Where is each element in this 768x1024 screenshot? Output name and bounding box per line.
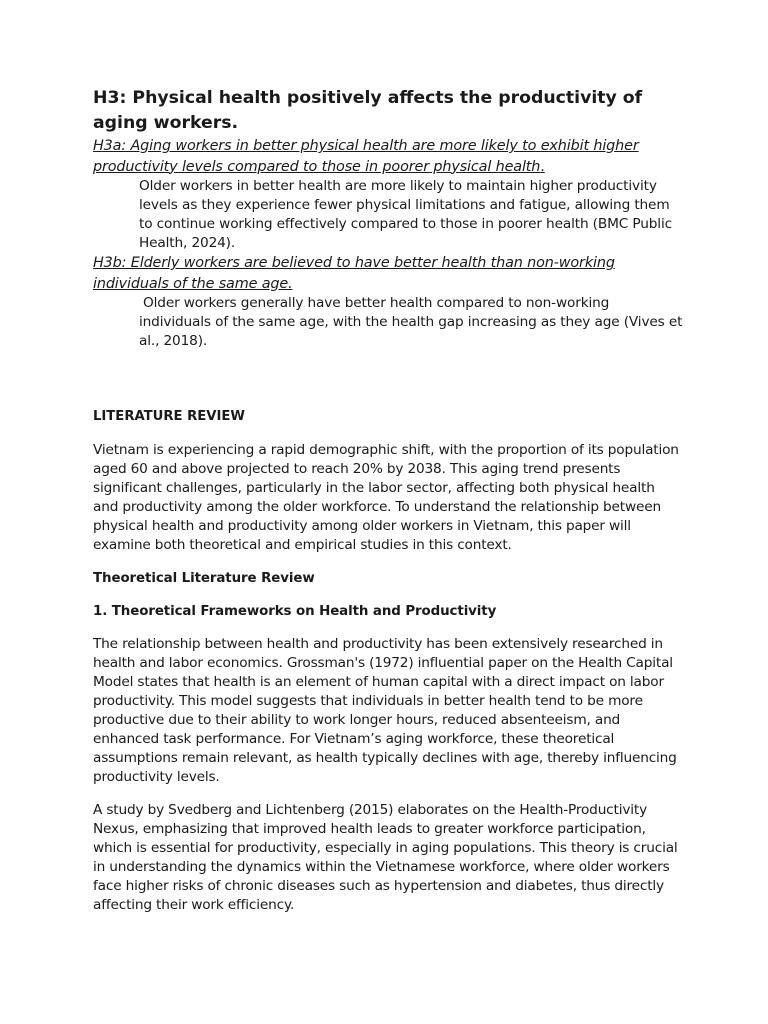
hypothesis-h3a-period: . xyxy=(540,158,545,175)
theoretical-review-heading: Theoretical Literature Review xyxy=(93,571,315,586)
frameworks-heading: 1. Theoretical Frameworks on Health and Productivity xyxy=(93,604,497,619)
frameworks-paragraph-1: The relationship between health and productivity has been extensively researched in health and labor economics. Grossman's (1972) influential paper on the Health Capital Model states that health is an element of human capital with a direct impact on labor productivity. This model suggests that individuals in better health tend to be more productive due to their ability to work longer hours, reduced absenteeism, and enhanced task performance. For Vietnam’s aging workforce, these theoretical assumptions remain relevant, as health typically declines with age, thereby influencing productivity levels. xyxy=(93,636,677,785)
hypothesis-h3b-explanation: Older workers generally have better health compared to non-working individuals of the same age, with the health gap increasing as they age (Vives et al., 2018). xyxy=(139,295,683,349)
frameworks-paragraph-2: A study by Svedberg and Lichtenberg (2015) elaborates on the Health-Productivity Nexus, emphasizing that improved health leads to greater workforce participation, which is essential for productivity, especially in aging populations. This theory is crucial in understanding the dynamics within the Vietnamese workforce, where older workers face higher risks of chronic diseases such as hypertension and diabetes, thus directly affecting their work efficiency. xyxy=(93,802,678,913)
hypothesis-h3a-statement xyxy=(93,136,683,177)
hypothesis-h3-title: H3: Physical health positively affects the productivity of aging workers. xyxy=(93,88,643,133)
literature-review-intro: Vietnam is experiencing a rapid demographic shift, with the proportion of its population aged 60 and above projected to reach 20% by 2038. This aging trend presents significant challenges, particularly in the labor sector, affecting both physical health and productivity among the older workforce. To understand the relationship between physical health and productivity among older workers in Vietnam, this paper will examine both theoretical and empirical studies in this context. xyxy=(93,442,679,553)
hypothesis-h3a-explanation: Older workers in better health are more likely to maintain higher productivity levels as they experience fewer physical limitations and fatigue, allowing them to continue working effectively compared to those in poorer health (BMC Public Health, 2024). xyxy=(139,178,672,251)
hypothesis-h3b-statement: H3b: Elderly workers are believed to have better health than non-working individuals of the same age. xyxy=(93,255,615,292)
hypothesis-h3a-text: H3a: Aging workers in better physical health are more likely to exhibit higher productivity levels compared to those in poorer physical health xyxy=(93,138,639,175)
literature-review-heading: LITERATURE REVIEW xyxy=(93,409,245,424)
document-page xyxy=(93,86,683,915)
